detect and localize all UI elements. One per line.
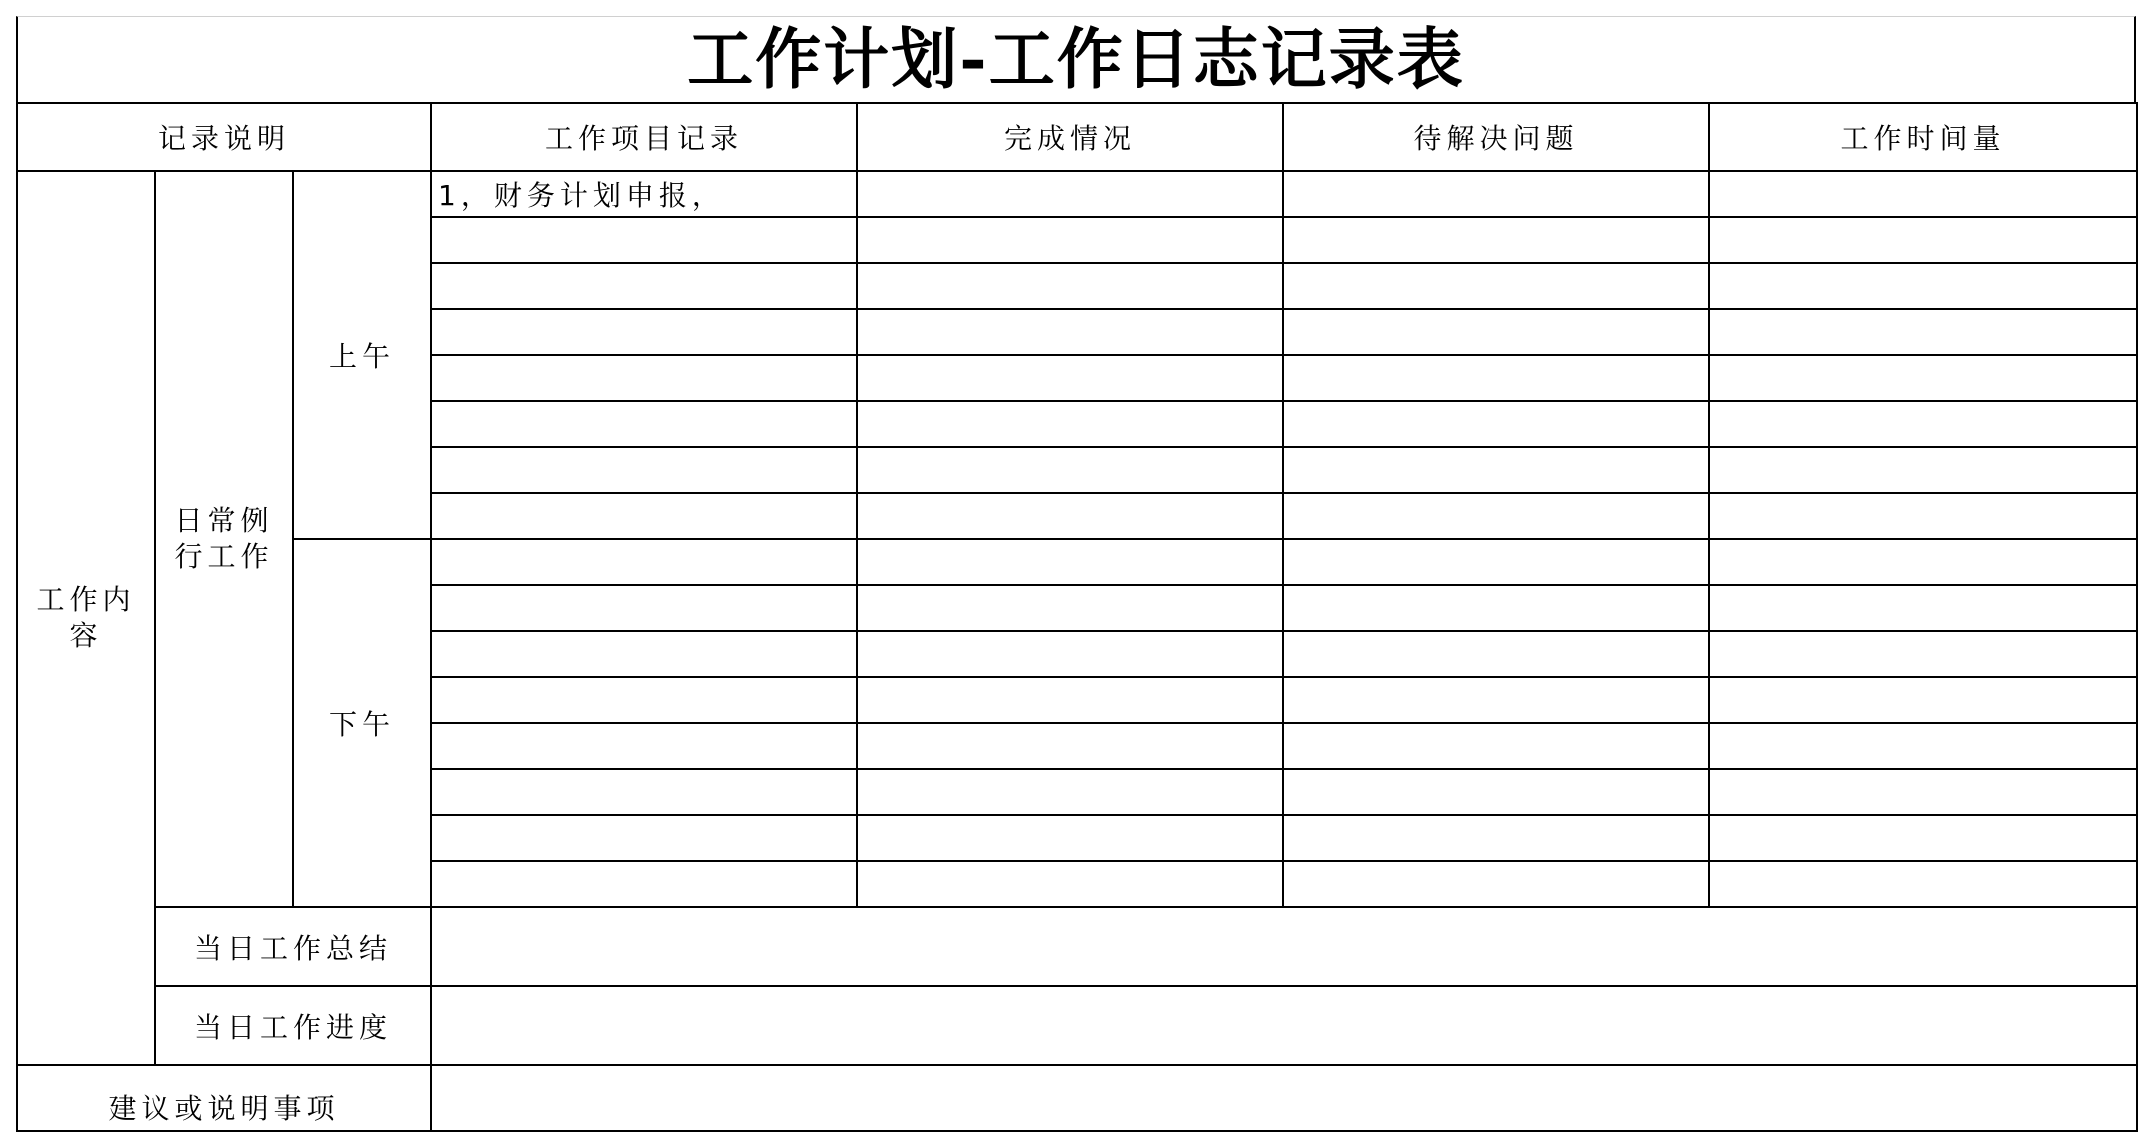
pending-issues-cell[interactable] — [1283, 171, 1709, 217]
daily-progress-row — [17, 986, 2137, 1065]
completion-cell[interactable] — [857, 309, 1283, 355]
completion-cell[interactable] — [857, 263, 1283, 309]
pending-issues-cell[interactable] — [1283, 263, 1709, 309]
worksheet — [16, 16, 2136, 1139]
work-hours-cell[interactable] — [1709, 723, 2137, 769]
title-row — [16, 16, 2136, 102]
suggestions-row — [17, 1065, 2137, 1131]
work-hours-cell[interactable] — [1709, 769, 2137, 815]
pending-issues-cell[interactable] — [1283, 815, 1709, 861]
pending-issues-cell[interactable] — [1283, 539, 1709, 585]
table-row — [17, 171, 2137, 217]
afternoon-label: 下午 — [293, 539, 431, 907]
work-hours-cell[interactable] — [1709, 585, 2137, 631]
work-item-cell[interactable] — [431, 263, 857, 309]
pending-issues-cell[interactable] — [1283, 309, 1709, 355]
work-hours-cell[interactable] — [1709, 263, 2137, 309]
page-title: 工作计划-工作日志记录表 — [687, 20, 1465, 98]
suggestions-label-cell — [17, 1065, 431, 1131]
work-item-cell[interactable] — [431, 539, 857, 585]
morning-label: 上午 — [293, 171, 431, 539]
header-pending-issues: 待解决问题 — [1283, 103, 1709, 171]
pending-issues-cell[interactable] — [1283, 861, 1709, 907]
work-item-cell[interactable] — [431, 815, 857, 861]
pending-issues-cell[interactable] — [1283, 217, 1709, 263]
completion-cell[interactable] — [857, 723, 1283, 769]
work-item-cell[interactable] — [431, 585, 857, 631]
completion-cell[interactable] — [857, 815, 1283, 861]
work-hours-cell[interactable] — [1709, 217, 2137, 263]
header-row — [17, 103, 2137, 171]
daily-summary-row — [17, 907, 2137, 986]
work-hours-cell[interactable] — [1709, 309, 2137, 355]
work-hours-cell[interactable] — [1709, 539, 2137, 585]
completion-cell[interactable] — [857, 493, 1283, 539]
work-item-cell[interactable] — [431, 401, 857, 447]
pending-issues-cell[interactable] — [1283, 401, 1709, 447]
work-hours-cell[interactable] — [1709, 493, 2137, 539]
work-item-cell[interactable] — [431, 723, 857, 769]
daily-summary-field[interactable] — [431, 907, 2137, 986]
completion-cell[interactable] — [857, 585, 1283, 631]
work-item-cell[interactable]: 1，财务计划申报， — [431, 171, 857, 217]
daily-progress-field[interactable] — [431, 986, 2137, 1065]
completion-cell[interactable] — [857, 861, 1283, 907]
suggestions-field[interactable] — [431, 1065, 2137, 1131]
work-hours-cell[interactable] — [1709, 861, 2137, 907]
work-hours-cell[interactable] — [1709, 631, 2137, 677]
daily-progress-label: 当日工作进度 — [155, 986, 431, 1065]
suggestions-label: 建议或说明事项 — [108, 1092, 340, 1125]
completion-cell[interactable] — [857, 677, 1283, 723]
completion-cell[interactable] — [857, 401, 1283, 447]
work-log-table — [16, 102, 2138, 1132]
completion-cell[interactable] — [857, 217, 1283, 263]
work-hours-cell[interactable] — [1709, 447, 2137, 493]
completion-cell[interactable] — [857, 447, 1283, 493]
header-completion: 完成情况 — [857, 103, 1283, 171]
work-item-cell[interactable] — [431, 447, 857, 493]
completion-cell[interactable] — [857, 769, 1283, 815]
pending-issues-cell[interactable] — [1283, 769, 1709, 815]
work-item-cell[interactable] — [431, 677, 857, 723]
completion-cell[interactable] — [857, 355, 1283, 401]
header-work-item: 工作项目记录 — [431, 103, 857, 171]
work-item-cell[interactable] — [431, 355, 857, 401]
pending-issues-cell[interactable] — [1283, 447, 1709, 493]
pending-issues-cell[interactable] — [1283, 631, 1709, 677]
table-row — [17, 539, 2137, 585]
work-item-cell[interactable] — [431, 493, 857, 539]
header-record-desc: 记录说明 — [17, 103, 431, 171]
completion-cell[interactable] — [857, 171, 1283, 217]
work-hours-cell[interactable] — [1709, 815, 2137, 861]
daily-summary-label: 当日工作总结 — [155, 907, 431, 986]
work-item-cell[interactable] — [431, 309, 857, 355]
header-work-hours: 工作时间量 — [1709, 103, 2137, 171]
pending-issues-cell[interactable] — [1283, 723, 1709, 769]
work-hours-cell[interactable] — [1709, 171, 2137, 217]
work-item-cell[interactable] — [431, 861, 857, 907]
work-hours-cell[interactable] — [1709, 677, 2137, 723]
pending-issues-cell[interactable] — [1283, 585, 1709, 631]
work-item-cell[interactable] — [431, 769, 857, 815]
work-hours-cell[interactable] — [1709, 355, 2137, 401]
completion-cell[interactable] — [857, 631, 1283, 677]
routine-work-label: 日常例行工作 — [155, 171, 293, 907]
work-item-cell[interactable] — [431, 631, 857, 677]
pending-issues-cell[interactable] — [1283, 677, 1709, 723]
pending-issues-cell[interactable] — [1283, 355, 1709, 401]
completion-cell[interactable] — [857, 539, 1283, 585]
work-item-cell[interactable] — [431, 217, 857, 263]
work-hours-cell[interactable] — [1709, 401, 2137, 447]
work-content-label: 工作内容 — [17, 171, 155, 1065]
pending-issues-cell[interactable] — [1283, 493, 1709, 539]
